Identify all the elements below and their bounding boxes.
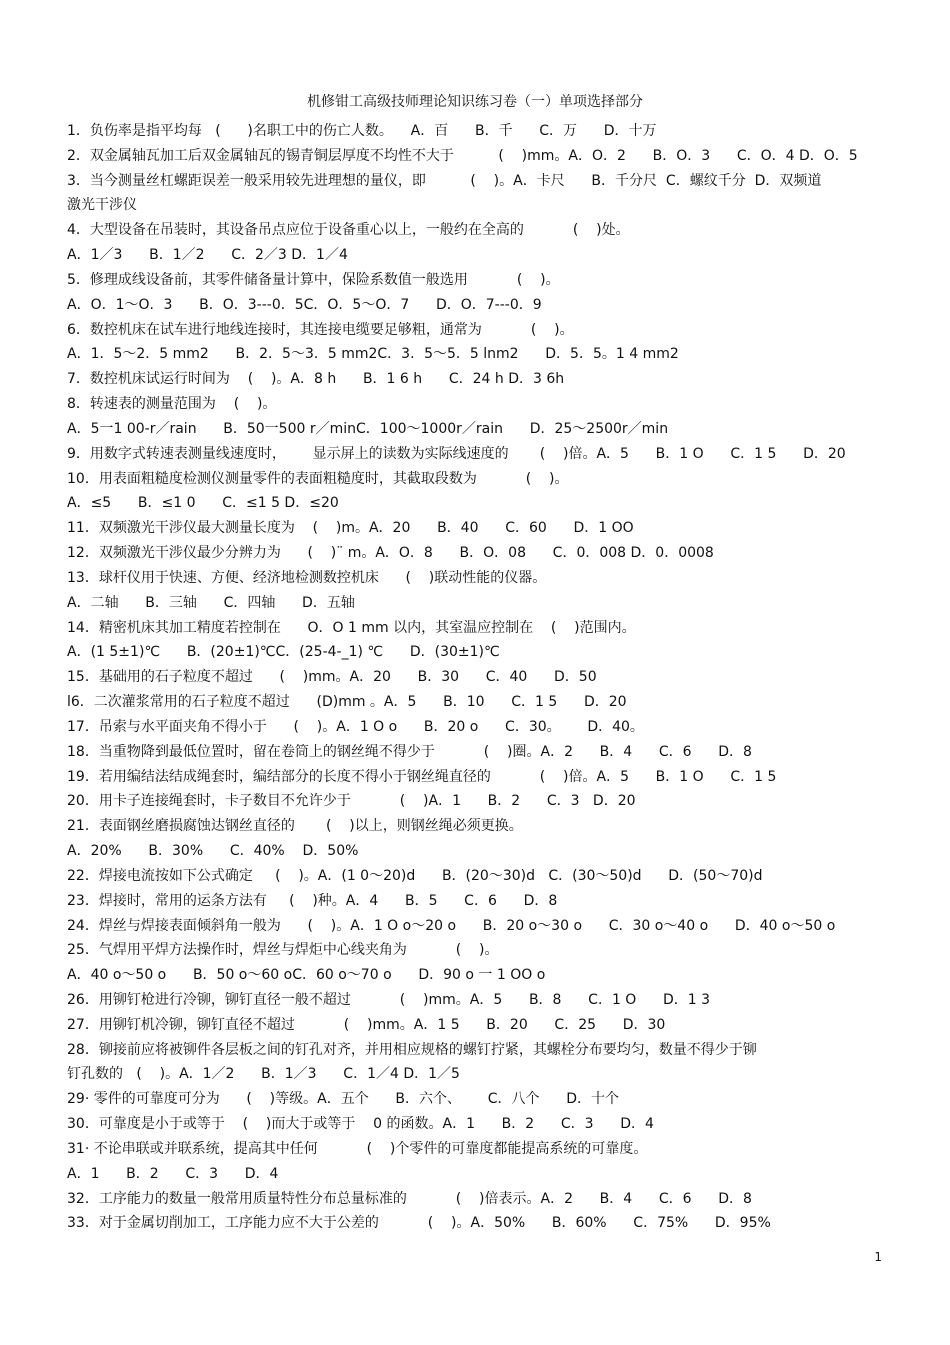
question-line: 29· 零件的可靠度可分为 ( )等级。A．五个 B．六个、 C．八个 D．十个 [67, 1091, 619, 1108]
question-line: 9．用数字式转速表测量线速度时， 显示屏上的读数为实际线速度的 ( )倍。A．5 B．1 O C．1 5 D．20 [67, 445, 846, 462]
question-line: 27．用铆钉机冷铆，铆钉直径不超过 ( )mm。A．1 5 B．20 C．25 D．30 [67, 1016, 666, 1033]
question-line: 2．双金属轴瓦加工后双金属轴瓦的锡青铜层厚度不均性不大于 ( )mm。A．O．2 B．O．3 C．O．4 D．O．5 [67, 147, 858, 164]
question-line: 23．焊接时，常用的运条方法有 ( )种。A．4 B．5 C．6 D．8 [67, 892, 558, 909]
question-line: A．5一1 00-r／rain B．50一500 r／minC．100～1000r／rain D．25～2500r／min [67, 420, 669, 437]
question-line: 24．焊丝与焊接表面倾斜角一般为 ( )。A．1 O o～20 o B．20 o～30 o C．30 o～40 o D．40 o～50 o [67, 917, 836, 934]
question-line: 22．焊接电流按如下公式确定 ( )。A．(1 0～20)d B．(20～30)d C．(30～50)d D．(50～70)d [67, 867, 763, 884]
question-line: A．1／3 B．1／2 C．2／3 D．1／4 [67, 247, 348, 264]
question-line: A．1 B．2 C．3 D．4 [67, 1165, 279, 1182]
question-line: 33．对于金属切削加工，工序能力应不大于公差的 ( )。A．50% B．60% C．75% D．95% [67, 1215, 771, 1232]
question-line: 21．表面钢丝磨损腐蚀达钢丝直径的 ( )以上，则钢丝绳必须更换。 [67, 818, 523, 835]
question-line: 11．双频激光干涉仪最大测量长度为 ( )m。A．20 B．40 C．60 D．1 OO [67, 520, 634, 537]
question-line: 18．当重物降到最低位置时，留在卷筒上的钢丝绳不得少于 ( )圈。A．2 B．4 C．6 D．8 [67, 743, 752, 760]
question-line: 10．用表面粗糙度检测仪测量零件的表面粗糙度时，其截取段数为 ( )。 [67, 470, 569, 487]
question-line: A．二轴 B．三轴 C．四轴 D．五轴 [67, 594, 355, 611]
question-line: A．40 o～50 o B．50 o～60 oC．60 o～70 o D．90 o 一 1 OO o [67, 967, 546, 984]
question-line: 3．当今测量丝杠螺距误差一般采用较先进理想的量仪，即 ( )。A．卡尺 B．千分尺 C．螺纹千分 D．双频道 [67, 172, 822, 189]
question-line: 14．精密机床其加工精度若控制在 O．O 1 mm 以内，其室温应控制在 ( )范围内。 [67, 619, 636, 636]
question-line: 5．修理成线设备前，其零件储备量计算中，保险系数值一般选用 ( )。 [67, 271, 560, 288]
question-line: 4．大型设备在吊装时，其设备吊点应位于设备重心以上，一般约在全高的 ( )处。 [67, 222, 630, 239]
question-line: 31· 不论串联或并联系统，提高其中任何 ( )个零件的可靠度都能提高系统的可靠度。 [67, 1140, 648, 1157]
question-line: 19．若用编结法结成绳套时，编结部分的长度不得小于钢丝绳直径的 ( )倍。A．5 B．1 O C．1 5 [67, 768, 777, 785]
question-line: 30．可靠度是小于或等于 ( )而大于或等于 0 的函数。A．1 B．2 C．3 D．4 [67, 1116, 654, 1133]
question-line: 钉孔数的 ( )。A．1／2 B．1／3 C．1／4 D．1／5 [67, 1066, 460, 1083]
question-line: A．1．5～2．5 mm2 B．2．5～3．5 mm2C．3．5～5．5 lnm2 D．5．5。1 4 mm2 [67, 346, 679, 363]
question-line: 7．数控机床试运行时间为 ( )。A．8 h B．1 6 h C．24 h D．3 6h [67, 371, 565, 388]
document-title: 机修钳工高级技师理论知识练习卷（一）单项选择部分 [307, 94, 643, 110]
question-line: 1．负伤率是指平均每 ( )名职工中的伤亡人数。 A．百 B．千 C．万 D．十万 [67, 123, 657, 139]
question-line: 6．数控机床在试车进行地线连接时，其连接电缆要足够粗，通常为 ( )。 [67, 321, 574, 338]
question-line: A．20% B．30% C．40% D．50% [67, 843, 359, 860]
question-line: l6．二次灌浆常用的石子粒度不超过 (D)mm 。A．5 B．10 C．1 5 D．20 [67, 694, 627, 711]
question-line: 17．吊索与水平面夹角不得小于 ( )。A．1 O o B．20 o C．30。 D．40。 [67, 718, 644, 735]
question-line: 32．工序能力的数量一般常用质量特性分布总量标准的 ( )倍表示。A．2 B．4 C．6 D．8 [67, 1190, 752, 1207]
question-line: 激光干涉仪 [67, 197, 137, 214]
page-number: 1 [874, 1250, 882, 1264]
question-line: A．(1 5±1)℃ B．(20±1)℃C．(25-4-_1) ℃ D．(30±1)℃ [67, 644, 500, 661]
question-line: 15．基础用的石子粒度不超过 ( )mm。A．20 B．30 C．40 D．50 [67, 669, 597, 686]
question-line: 20．用卡子连接绳套时，卡子数目不允许少于 ( )A．1 B．2 C．3 D．20 [67, 793, 636, 810]
question-line: 26．用铆钉枪进行冷铆，铆钉直径一般不超过 ( )mm。A．5 B．8 C．1 O D．1 3 [67, 991, 711, 1008]
question-line: 25．气焊用平焊方法操作时，焊丝与焊炬中心线夹角为 ( )。 [67, 942, 499, 959]
question-line: A．O．1～O．3 B．O．3---0．5C．O．5～O．7 D．O．7---0．9 [67, 296, 542, 313]
question-line: A．≤5 B．≤1 0 C．≤1 5 D．≤20 [67, 495, 339, 512]
question-list [67, 119, 907, 1236]
question-line: 28．铆接前应将被铆件各层板之间的钉孔对齐，并用相应规格的螺钉拧紧，其螺栓分布要均匀，数量不得少于铆 [67, 1041, 757, 1058]
question-line: 13．球杆仪用于快速、方便、经济地检测数控机床 ( )联动性能的仪器。 [67, 569, 547, 586]
question-line: 12．双频激光干涉仪最少分辨力为 ( )¨ m。A．O．8 B．O．08 C．0．008 D．0．0008 [67, 545, 714, 562]
question-line: 8．转速表的测量范围为 ( )。 [67, 396, 277, 413]
